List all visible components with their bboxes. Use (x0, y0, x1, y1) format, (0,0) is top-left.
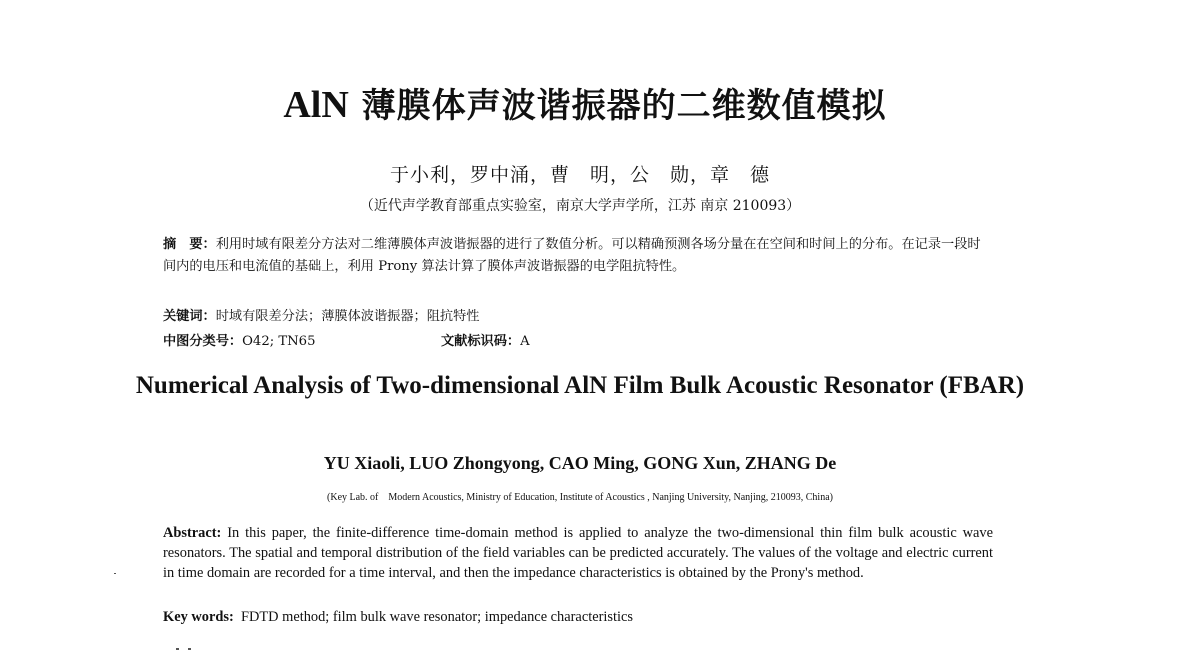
english-abstract (163, 523, 993, 583)
chinese-abstract-label: 摘 要： (163, 237, 216, 252)
classification-label: 中图分类号： (163, 334, 243, 349)
english-keywords-label: Key words: (163, 609, 234, 625)
chinese-affiliation: （近代声学教育部重点实验室，南京大学声学所，江苏 南京 210093） (359, 198, 801, 214)
chinese-classification (163, 330, 530, 349)
english-abstract-label: Abstract: (163, 525, 222, 541)
document-code (441, 330, 530, 349)
chinese-keywords-label: 关键词： (163, 309, 216, 324)
english-abstract-text: In this paper, the finite-difference time-domain method is applied to analyze the two-dimensional thin film bulk acoustic wave resonators. The spatial and temporal distribution of the field variables can be predicted accurately. The values of the voltage and electric current in time domain are recorded for a time interval, and then the impedance characteristics is obtained by the Prony's method. (163, 525, 993, 581)
chinese-authors: 于小利，罗中涌，曹 明，公 勋，章 德 (389, 164, 770, 186)
english-authors: YU Xiaoli, LUO Zhongyong, CAO Ming, GONG Xun, ZHANG De (323, 453, 837, 473)
chinese-title-text: 薄膜体声波谐振器的二维数值模拟 (361, 86, 887, 126)
document-code-label: 文献标识码： (441, 334, 521, 349)
english-title: Numerical Analysis of Two-dimensional AlN Film Bulk Acoustic Resonator (FBAR) (135, 372, 1025, 399)
english-affiliation: (Key Lab. of Modern Acoustics, Ministry of Education, Institute of Acoustics , Nanjing University, Nanjing, 210093, China) (327, 492, 833, 503)
classification-value: O42; TN65 (242, 334, 316, 349)
chinese-keywords-text: 时域有限差分法；薄膜体波谐振器；阻抗特性 (215, 309, 480, 324)
chinese-title (0, 78, 1170, 127)
chinese-keywords (163, 305, 480, 324)
document-code-value: A (520, 334, 530, 349)
scan-speck (114, 573, 116, 574)
scan-speck (176, 648, 179, 650)
english-keywords (163, 609, 633, 626)
chinese-abstract-text: 利用时域有限差分方法对二维薄膜体声波谐振器的进行了数值分析。可以精确预测各场分量在在空间和时间上的分布。在记录一段时间内的电压和电流值的基础上，利用 Prony 算法计算了膜体声波谐振器的电学阻抗特性。 (163, 237, 981, 274)
chinese-title-latin: AlN (283, 84, 349, 126)
scan-speck (188, 648, 191, 650)
chinese-abstract (163, 234, 993, 278)
english-keywords-text: FDTD method; film bulk wave resonator; impedance characteristics (240, 609, 633, 625)
